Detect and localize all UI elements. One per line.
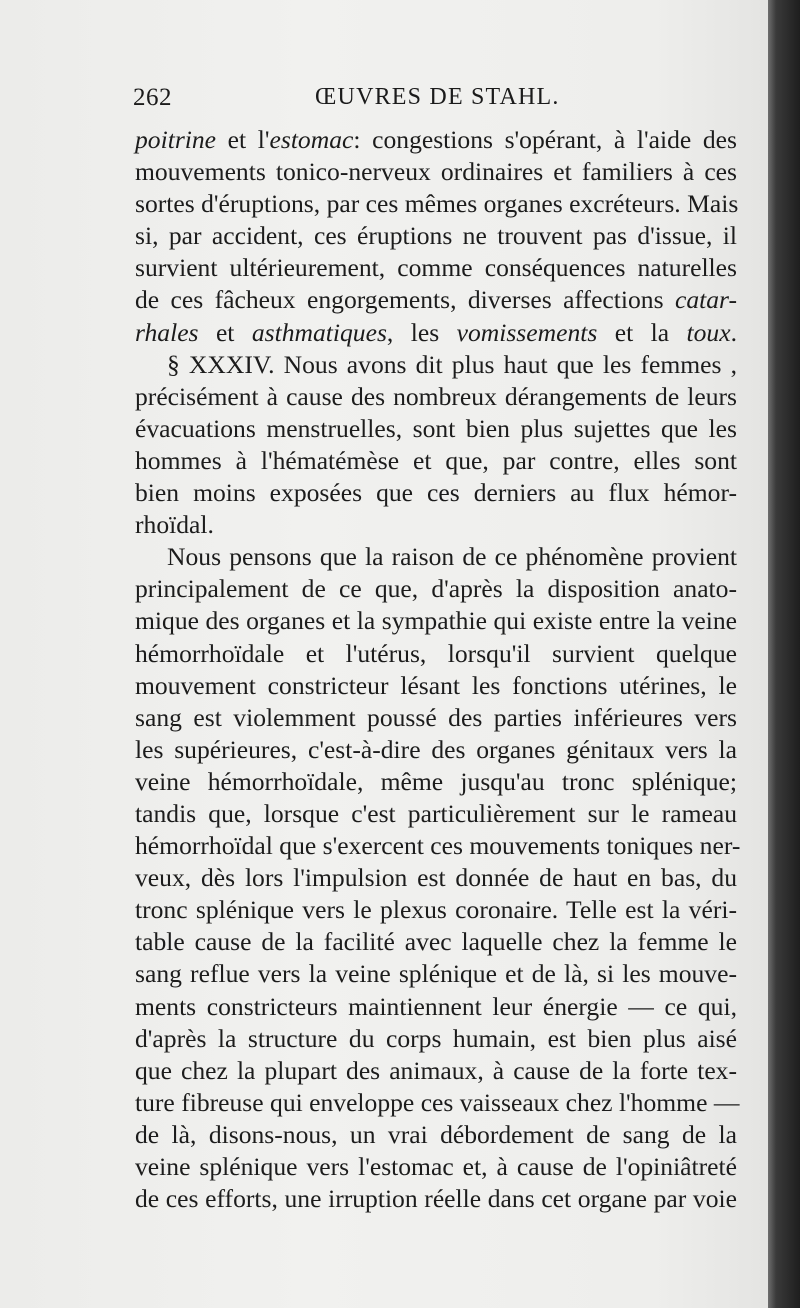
text-span: , les [386, 317, 457, 347]
text-line: rhoïdal. [135, 510, 214, 540]
italic-term: rhales [135, 317, 199, 347]
running-title: ŒUVRES DE STAHL. [315, 84, 560, 110]
text-line: principalement de ce que, d'après la disposition anato- [135, 574, 737, 604]
text-line: tronc splénique vers le plexus coronaire. Telle est la véri- [135, 895, 737, 925]
text-line: veine splénique vers l'estomac et, à cause de l'opiniâtreté [135, 1152, 737, 1181]
text-line [135, 317, 737, 349]
page-number: 262 [133, 84, 172, 111]
text-span: et l' [216, 125, 270, 154]
text-line: les supérieures, c'est-à-dire des organes génitaux vers la [135, 734, 737, 764]
text-line [135, 124, 737, 156]
text-span: et la [597, 317, 687, 347]
page-header [133, 84, 733, 124]
text-line: table cause de la facilité avec laquelle chez la femme le [135, 927, 737, 957]
text-line: survient ultérieurement, comme conséquences naturelles [135, 253, 737, 283]
text-line: ture fibreuse qui enveloppe ces vaisseaux chez l'homme — [135, 1087, 740, 1117]
text-line: bien moins exposées que ces derniers au flux hémor- [135, 478, 737, 508]
italic-term: estomac [269, 125, 354, 154]
text-line: sang est violemment poussé des parties inférieures vers [135, 702, 737, 732]
italic-term: catar- [674, 285, 737, 315]
text-line: veine hémorrhoïdale, même jusqu'au tronc splénique; [135, 766, 737, 796]
text-line: ments constricteurs maintiennent leur énergie — ce qui, [135, 991, 737, 1021]
italic-term: poitrine [135, 125, 217, 154]
text-line: précisément à cause des nombreux dérangements de leurs [135, 381, 737, 411]
text-line: mique des organes et la sympathie qui existe entre la veine [135, 606, 737, 636]
text-line: hommes à l'hématémèse et que, par contre, elles sont [135, 445, 737, 475]
text-line: que chez la plupart des animaux, à cause de la forte tex- [135, 1055, 737, 1085]
section-heading-line: § XXXIV. Nous avons dit plus haut que les femmes , [167, 349, 737, 379]
text-line: de là, disons-nous, un vrai débordement de sang de la [135, 1119, 737, 1149]
text-line [135, 284, 737, 316]
text-line: veux, dès lors l'impulsion est donnée de haut en bas, du [135, 863, 737, 893]
text-line: d'après la structure du corps humain, est bien plus aisé [135, 1023, 737, 1053]
text-line: hémorrhoïdale et l'utérus, lorsqu'il survient quelque [135, 638, 737, 668]
text-line: hémorrhoïdal que s'exercent ces mouvements toniques ner- [135, 831, 741, 861]
text-line: sortes d'éruptions, par ces mêmes organes excréteurs. Mais [135, 189, 739, 219]
text-span: : congestions s'opérant, à l'aide des [353, 125, 737, 154]
body-text [135, 124, 741, 1215]
text-line: évacuations menstruelles, sont bien plus sujettes que les [135, 413, 737, 443]
text-line: si, par accident, ces éruptions ne trouvent pas d'issue, il [135, 221, 737, 251]
text-line: tandis que, lorsque c'est particulièrement sur le rameau [135, 798, 737, 828]
text-line: mouvements tonico-nerveux ordinaires et familiers à ces [135, 157, 737, 187]
text-line: mouvement constricteur lésant les fonctions utérines, le [135, 670, 737, 700]
text-line: de ces efforts, une irruption réelle dans cet organe par voie [135, 1184, 737, 1214]
text-span: . [730, 317, 737, 347]
italic-term: toux [686, 317, 731, 347]
paragraph-start-line: Nous pensons que la raison de ce phénomène provient [167, 542, 737, 572]
text-span: et [198, 317, 252, 347]
text-span: de ces fâcheux engorgements, diverses affections [135, 285, 675, 315]
text-line: sang reflue vers la veine splénique et de là, si les mouve- [135, 959, 737, 989]
italic-term: asthmatiques [251, 317, 387, 347]
italic-term: vomissements [456, 317, 598, 347]
page-edge-shadow [768, 0, 800, 1308]
